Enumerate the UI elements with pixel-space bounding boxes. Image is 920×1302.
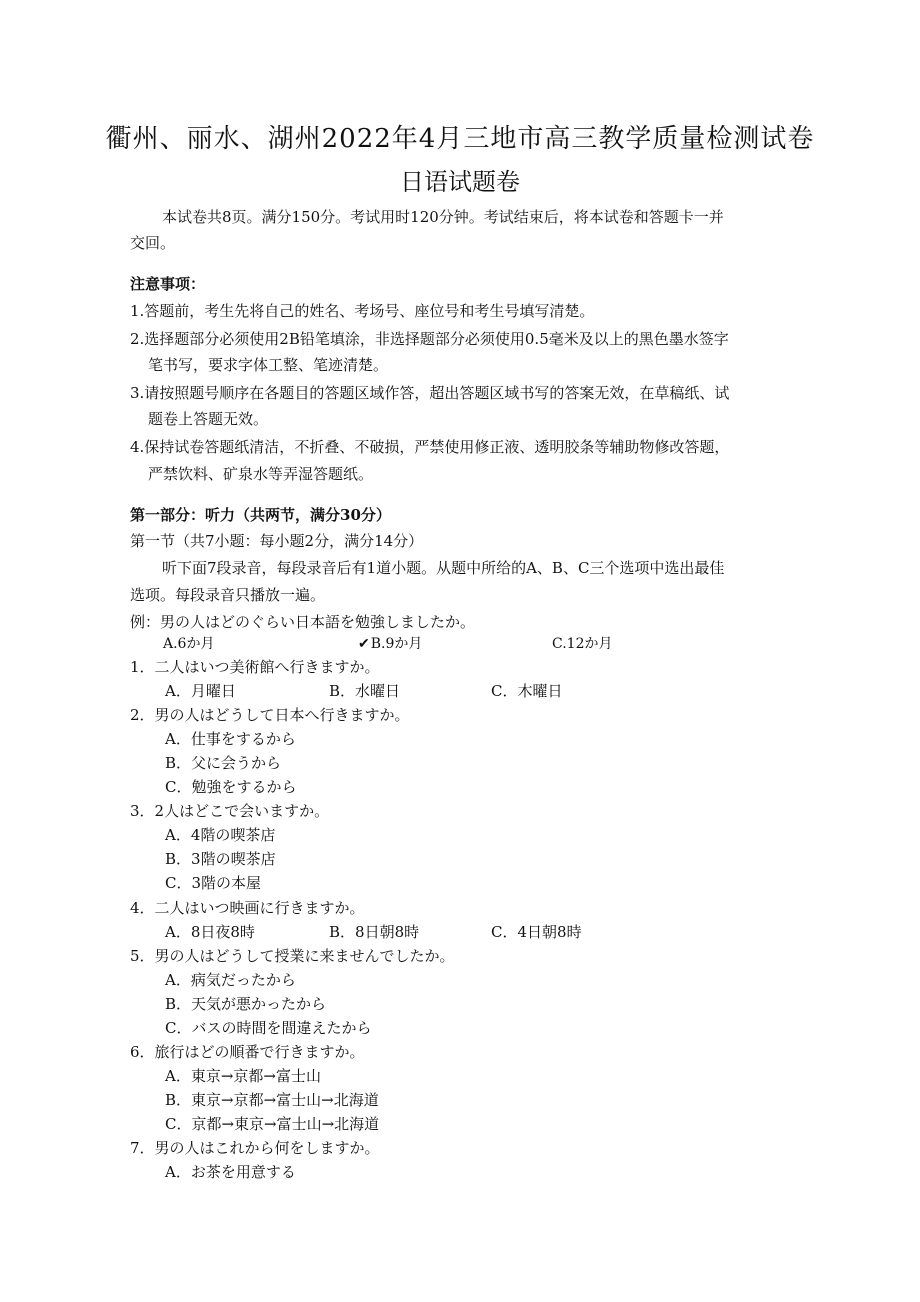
q5-option-b: B．天気が悪かったから <box>165 995 327 1013</box>
q4-option-c: C．4日朝8時 <box>491 923 582 941</box>
q5-option-c: C．バスの時間を間違えたから <box>165 1019 372 1037</box>
q6-option-b: B．東京→京都→富士山→北海道 <box>165 1091 379 1109</box>
instructions-line-1: 听下面7段录音，每段录音后有1道小题。从题中所给的A、B、C三个选项中选出最佳 <box>162 559 725 577</box>
q7-option-a: A．お茶を用意する <box>165 1163 296 1181</box>
intro-line-2: 交回。 <box>130 234 176 252</box>
q2-text: 2．男の人はどうして日本へ行きますか。 <box>130 706 410 724</box>
q1-option-b: B．水曜日 <box>329 682 401 700</box>
intro-line-1: 本试卷共8页。满分150分。考试用时120分钟。考试结束后，将本试卷和答题卡一并 <box>162 208 724 226</box>
q3-option-c: C．3階の本屋 <box>165 874 262 892</box>
exam-title: 衢州、丽水、湖州2022年4月三地市高三教学质量检测试卷 <box>105 124 815 154</box>
instructions-line-2: 选项。每段录音只播放一遍。 <box>130 586 326 604</box>
q2-option-b: B．父に会うから <box>165 754 282 772</box>
q3-text: 3．2人はどこで会いますか。 <box>130 802 330 820</box>
q6-option-a: A．東京→京都→富士山 <box>165 1067 321 1085</box>
q4-option-a: A．8日夜8時 <box>165 923 255 941</box>
note-2-line-1: 2.选择题部分必须使用2B铅笔填涂，非选择题部分必须使用0.5毫米及以上的黑色墨水签字 <box>130 330 729 348</box>
check-mark-icon: ✔ <box>358 636 370 652</box>
q1-option-a: A．月曜日 <box>165 682 236 700</box>
notes-heading: 注意事项： <box>130 275 206 293</box>
q5-text: 5．男の人はどうして授業に来ませんでしたか。 <box>130 947 455 965</box>
q4-option-b: B．8日朝8時 <box>329 923 420 941</box>
q5-option-a: A．病気だったから <box>165 971 296 989</box>
note-3-line-1: 3.请按照题号顺序在各题目的答题区域作答，超出答题区域书写的答案无效，在草稿纸、试 <box>130 384 730 402</box>
q2-option-c: C．勉強をするから <box>165 778 297 796</box>
example-option-c: C.12か月 <box>552 636 613 652</box>
example-option-a: A.6か月 <box>163 636 215 652</box>
q6-option-c: C．京都→東京→富士山→北海道 <box>165 1115 380 1133</box>
q3-option-b: B．3階の喫茶店 <box>165 850 276 868</box>
section1-heading: 第一节（共7小题：每小题2分，满分14分） <box>130 532 424 550</box>
note-4-line-2: 严禁饮料、矿泉水等弄湿答题纸。 <box>148 465 374 483</box>
q1-text: 1．二人はいつ美術館へ行きますか。 <box>130 658 380 676</box>
note-4-line-1: 4.保持试卷答题纸清洁，不折叠、不破损，严禁使用修正液、透明胶条等辅助物修改答题， <box>130 438 730 456</box>
q4-text: 4．二人はいつ映画に行きますか。 <box>130 899 365 917</box>
note-2-line-2: 笔书写，要求字体工整、笔迹清楚。 <box>148 356 389 374</box>
example-question: 例：男の人はどのぐらい日本語を勉強しましたか。 <box>130 613 476 631</box>
q3-option-a: A．4階の喫茶店 <box>165 826 276 844</box>
example-option-b <box>358 637 422 651</box>
example-option-b-label: B.9か月 <box>370 636 423 652</box>
note-1: 1.答题前，考生先将自己的姓名、考场号、座位号和考生号填写清楚。 <box>130 302 595 320</box>
q6-text: 6．旅行はどの順番で行きますか。 <box>130 1043 365 1061</box>
q1-option-c: C．木曜日 <box>491 682 563 700</box>
part1-heading: 第一部分：听力（共两节，满分30分） <box>130 506 391 524</box>
q2-option-a: A．仕事をするから <box>165 730 296 748</box>
q7-text: 7．男の人はこれから何をしますか。 <box>130 1139 380 1157</box>
exam-subtitle: 日语试题卷 <box>400 168 520 196</box>
note-3-line-2: 题卷上答题无效。 <box>148 410 269 428</box>
